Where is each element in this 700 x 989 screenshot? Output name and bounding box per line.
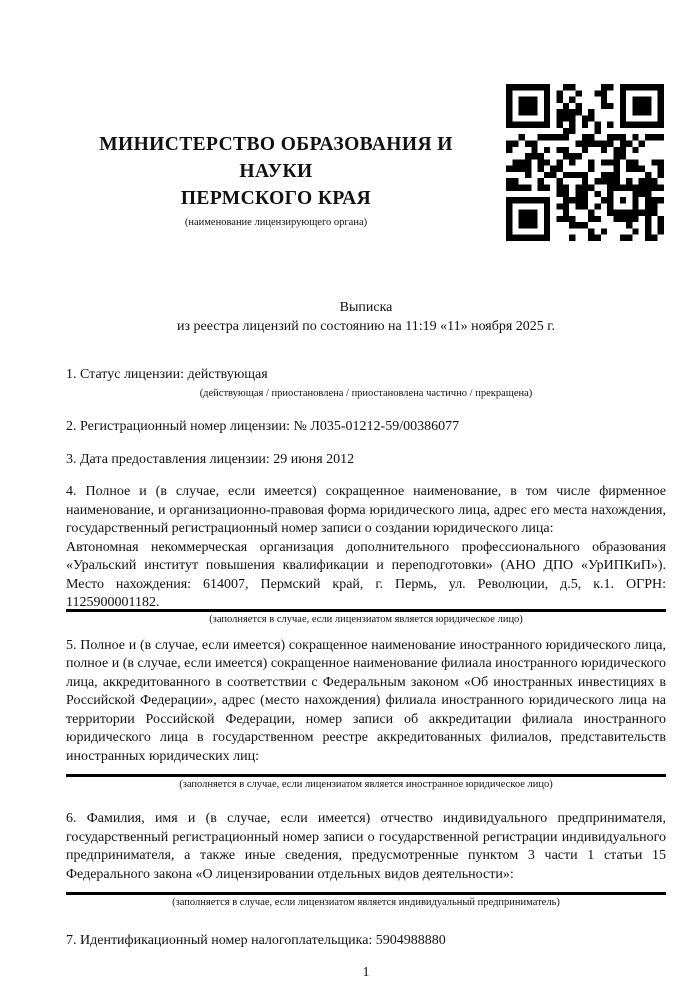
license-status-options-note: (действующая / приостановлена / приостановлена частично / прекращена) [199,387,533,399]
document-body [66,0,666,989]
item-entrepreneur [66,810,666,909]
item-license-status [66,366,666,403]
entrepreneur-note: (заполняется в случае, если лицензиатом является индивидуальный предприниматель) [172,897,560,908]
document-title: Выписка [339,300,393,315]
document-subtitle: из реестра лицензий по состоянию на 11:19 «11» ноября 2025 г. [177,318,555,334]
document-title-block [66,299,666,336]
entrepreneur-fill-line [66,892,666,895]
foreign-entity-question: 5. Полное и (в случае, если имеется) сокращенное наименование иностранного юридического лица, полное и (в случае, если имеется) сокращенное наименование филиала иностранного юридического лица, аккредитованного в соответствии с Федеральным законом «Об иностранных инвестициях в Российской Федерации», адрес (место нахождения) филиала иностранного юридического лица на территории Российской Федерации, номер записи об аккредитации филиала иностранного юридического лица в государственном реестре аккредитованных филиалов, представительств иностранных юридических лиц: [66,637,666,764]
taxpayer-id-line: 7. Идентификационный номер налогоплательщика: 5904988880 [66,933,446,948]
ministry-name-line1: МИНИСТЕРСТВО ОБРАЗОВАНИЯ И НАУКИ [99,134,453,182]
legal-entity-question: 4. Полное и (в случае, если имеется) сокращенное наименование, в том числе фирменное наименование, и организационно-правовая форма юридического лица, адрес его места нахождения, государственный регистрационный номер записи о создании юридического лица: [66,484,666,536]
foreign-entity-fill-line [66,774,666,777]
legal-entity-note: (заполняется в случае, если лицензиатом является юридическое лицо) [209,613,523,625]
registration-number-line: 2. Регистрационный номер лицензии: № Л035-01212-59/00386077 [66,419,460,434]
licensing-authority-note: (наименование лицензирующего органа) [184,217,368,228]
grant-date-line: 3. Дата предоставления лицензии: 29 июня 2012 [66,451,355,467]
item-foreign-entity [66,637,666,792]
page-number: 1 [362,964,370,980]
item-legal-entity [66,483,666,626]
license-status-line: 1. Статус лицензии: действующая [66,367,268,382]
ministry-name-line2: ПЕРМСКОГО КРАЯ [180,188,372,209]
foreign-entity-note: (заполняется в случае, если лицензиатом является иностранное юридическое лицо) [179,779,553,790]
entrepreneur-question: 6. Фамилия, имя и (в случае, если имеется) отчество индивидуального предпринимателя, государственный регистрационный номер записи о государственной регистрации индивидуального предпринимателя, а также иные сведения, предусмотренные пунктом 3 части 1 статьи 15 Федерального закона «О лицензировании отдельных видов деятельности»: [66,811,666,882]
legal-entity-answer: Автономная некоммерческая организация дополнительного профессионального образования «Уральский институт повышения квалификации и переподготовки» (АНО ДПО «УрИПКиП»). Место нахождения: 614007, Пермский край, г. Пермь, ул. Революции, д.5, к.1. ОГРН: 1125900001182. [66,539,666,610]
